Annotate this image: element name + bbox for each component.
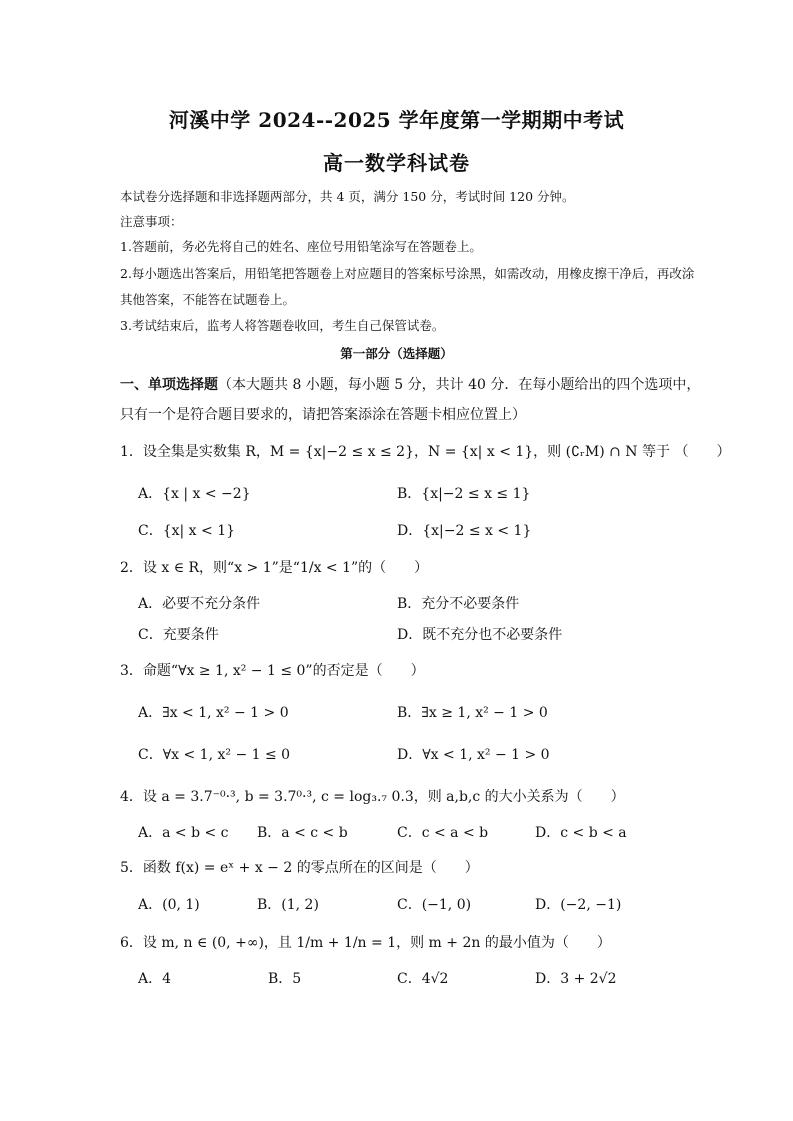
question-1-option-b: B．{x|−2 ≤ x ≤ 1}: [397, 486, 531, 502]
section-desc-2: 只有一个是符合题目要求的，请把答案添涂在答题卡相应位置上）: [120, 407, 526, 423]
question-4-stem: 4．设 a = 3.7⁻⁰·³, b = 3.7⁰·³, c = log₃.₇ 0.3，则 a,b,c 的大小关系为（ ）: [120, 789, 625, 805]
notice-item-1: 1.答题前，务必先将自己的姓名、座位号用铅笔涂写在答题卷上。: [120, 239, 482, 254]
question-4-option-b: B．a < c < b: [257, 825, 348, 841]
question-5-option-c: C．(−1, 0): [397, 897, 472, 913]
question-4-option-d: D．c < b < a: [535, 825, 627, 841]
question-3-stem: 3．命题“∀x ≥ 1, x² − 1 ≤ 0”的否定是（ ）: [120, 663, 425, 679]
question-3-option-c: C．∀x < 1, x² − 1 ≤ 0: [138, 747, 291, 763]
question-3-option-b: B．∃x ≥ 1, x² − 1 > 0: [397, 705, 548, 721]
notice-item-2-cont: 其他答案，不能答在试题卷上。: [120, 292, 296, 307]
question-6-option-d: D．3 + 2√2: [535, 971, 617, 987]
question-6-option-a: A．4: [138, 971, 172, 987]
notice-item-3: 3.考试结束后，监考人将答题卷收回，考生自己保管试卷。: [120, 318, 445, 333]
question-3-option-d: D．∀x < 1, x² − 1 > 0: [397, 747, 550, 763]
question-2-stem: 2．设 x ∈ R，则“x > 1”是“1/x < 1”的（ ）: [120, 560, 429, 576]
question-5-stem: 5．函数 f(x) = eˣ + x − 2 的零点所在的区间是（ ）: [120, 860, 479, 876]
question-2-option-b: B．充分不必要条件: [397, 596, 520, 612]
exam-title: 河溪中学 2024--2025 学年度第一学期期中考试: [168, 108, 625, 132]
section-desc-1: （本大题共 8 小题，每小题 5 分，共计 40 分．在每小题给出的四个选项中，: [218, 377, 701, 393]
question-5-option-d: D．(−2, −1): [535, 897, 622, 913]
question-1-option-a: A．{x | x < −2}: [138, 486, 251, 502]
question-6-option-b: B．5: [268, 971, 302, 987]
question-4-option-c: C．c < a < b: [397, 825, 489, 841]
question-2-option-c: C．充要条件: [138, 627, 219, 643]
notice-heading: 注意事项：: [120, 214, 183, 229]
notice-item-2: 2.每小题选出答案后，用铅笔把答题卷上对应题目的答案标号涂黑，如需改动，用橡皮擦干净后，再改涂: [120, 266, 695, 281]
question-6-option-c: C．4√2: [397, 971, 449, 987]
question-2-option-a: A．必要不充分条件: [138, 596, 261, 612]
section-heading: 一、单项选择题: [120, 377, 218, 393]
question-2-option-d: D．既不充分也不必要条件: [397, 627, 563, 643]
part1-title: 第一部分（选择题）: [340, 346, 453, 361]
question-5-option-b: B．(1, 2): [257, 897, 319, 913]
question-3-option-a: A．∃x < 1, x² − 1 > 0: [138, 705, 289, 721]
question-1-option-c: C．{x| x < 1}: [138, 523, 236, 539]
question-5-option-a: A．(0, 1): [138, 897, 200, 913]
question-6-stem: 6．设 m, n ∈ (0, +∞)，且 1/m + 1/n = 1，则 m + 2n 的最小值为（ ）: [120, 935, 611, 951]
question-4-option-a: A．a < b < c: [138, 825, 229, 841]
exam-intro: 本试卷分选择题和非选择题两部分，共 4 页，满分 150 分，考试时间 120 分钟。: [120, 189, 575, 204]
section-heading-line: [120, 374, 700, 394]
question-1-option-d: D．{x|−2 ≤ x < 1}: [397, 523, 532, 539]
question-1-stem: 1．设全集是实数集 R，M = {x|−2 ≤ x ≤ 2}，N = {x| x < 1}，则 (∁ᵣM) ∩ N 等于 （ ）: [120, 444, 731, 460]
exam-subtitle: 高一数学科试卷: [323, 151, 470, 175]
